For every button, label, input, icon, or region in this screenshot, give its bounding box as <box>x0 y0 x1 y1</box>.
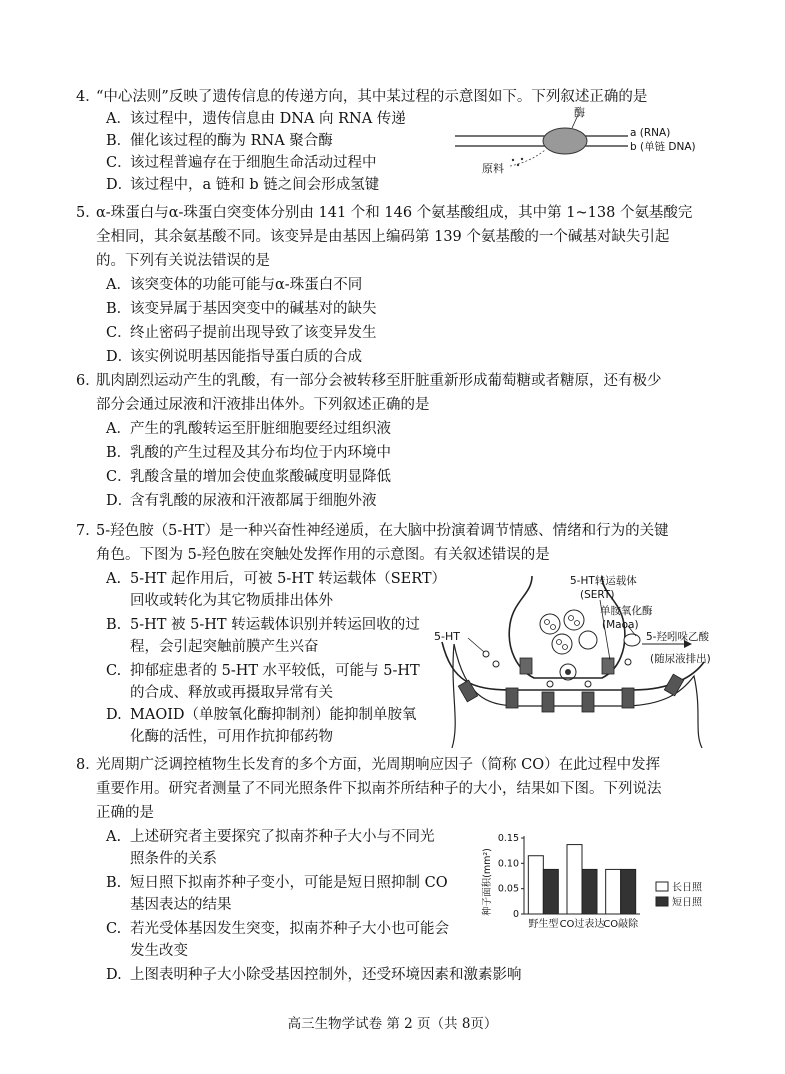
serotonin-molecule <box>493 661 499 667</box>
question-8-option-a[interactable]: A. 上述研究者主要探究了拟南芥种子大小与不同光 <box>106 829 435 845</box>
question-7-option-b[interactable]: B. 5-HT 被 5-HT 转运载体识别并转运回收的过 <box>106 617 420 633</box>
question-4-stem: 4．“中心法则”反映了遗传信息的传递方向，其中某过程的示意图如下。下列叙述正确的是 <box>76 89 648 105</box>
material-arrow <box>510 150 545 166</box>
question-5 <box>76 202 736 365</box>
sert-label: 5-HT转运载体 <box>570 575 637 587</box>
legend-label: 长日照 <box>672 882 702 894</box>
question-8-stem-line-3: 正确的是 <box>96 805 154 821</box>
vesicle-dot <box>563 645 568 650</box>
strand-a-label: a (RNA) <box>630 127 671 139</box>
question-7-option-d-line-2: 化酶的活性，可用作抗抑郁药物 <box>130 729 333 745</box>
question-8-option-c[interactable]: C. 若光受体基因发生突变，拟南芥种子大小也可能会 <box>106 921 449 937</box>
nucleotide-dot <box>512 159 514 161</box>
nucleotide-dot <box>521 158 523 160</box>
question-7-stem: 7．5-羟色胺（5-HT）是一种兴奋性神经递质，在大脑中扮演着调节情感、情绪和行为的关键 <box>76 523 669 539</box>
question-5-stem-line-3: 的。下列有关说法错误的是 <box>96 253 270 269</box>
y-tick-label: 0.10 <box>497 858 519 870</box>
receptor <box>506 688 518 708</box>
question-6-option-d[interactable]: D．含有乳酸的尿液和汗液都属于细胞外液 <box>106 493 377 509</box>
question-6-option-a[interactable]: A．产生的乳酸转运至肝脏细胞要经过组织液 <box>106 421 391 437</box>
bar-short-day <box>582 869 597 914</box>
serotonin-molecule <box>625 659 631 665</box>
legend-swatch <box>656 882 668 891</box>
question-8-option-b-line-2: 基因表达的结果 <box>130 897 232 913</box>
question-7-option-d[interactable]: D. MAOID（单胺氧化酶抑制剂）能抑制单胺氧 <box>106 707 417 723</box>
page-footer: 高三生物学试卷 第 2 页（共 8页） <box>287 1016 498 1032</box>
question-7-option-a-line-2: 回收或转化为其它物质排出体外 <box>130 593 333 609</box>
question-5-option-c[interactable]: C．终止密码子提前出现导致了该变异发生 <box>106 325 377 341</box>
bar-long-day <box>567 845 582 914</box>
y-tick-label: 0.05 <box>497 883 519 895</box>
sert-transporter <box>602 658 614 674</box>
question-5-option-b[interactable]: B．该变异属于基因突变中的碱基对的缺失 <box>106 301 377 317</box>
vesicle-dot <box>545 620 550 625</box>
question-8-option-c-line-2: 发生改变 <box>130 943 188 959</box>
question-5-stem-line-2: 全相同，其余氨基酸不同。该变异是由基因上编码第 139 个氨基酸的一个碱基对缺失引起 <box>96 229 670 245</box>
y-axis-title: 种子面积(mm²) <box>482 848 493 916</box>
vesicle <box>564 610 584 630</box>
question-5-option-a[interactable]: A．该突变体的功能可能与α-珠蛋白不同 <box>106 277 363 293</box>
synapse-diagram <box>432 572 752 750</box>
question-8-stem-line-2: 重要作用。研究者测量了不同光照条件下拟南芥所结种子的大小，结果如下图。下列说法 <box>96 781 662 797</box>
question-8-option-a-line-2: 照条件的关系 <box>130 851 217 867</box>
bar-short-day <box>543 869 558 914</box>
sert-label-abbr: (SERT) <box>580 589 615 601</box>
question-7-option-b-line-2: 程，会引起突触前膜产生兴奋 <box>130 639 319 655</box>
question-7-stem-line-2: 角色。下图为 5-羟色胺在突触处发挥作用的示意图。有关叙述错误的是 <box>96 547 550 563</box>
question-4-option-b[interactable]: B．催化该过程的酶为 RNA 聚合酶 <box>106 133 333 149</box>
question-6 <box>76 370 736 510</box>
strand-b-label: b (单链 DNA) <box>630 141 696 153</box>
question-6-stem-line-2: 部分会通过尿液和汗液排出体外。下列叙述正确的是 <box>96 397 430 413</box>
vesicle-dot <box>557 640 562 645</box>
metabolite-label: 5-羟吲哚乙酸 <box>646 631 709 643</box>
receptor <box>542 692 554 712</box>
y-tick-label: 0.15 <box>497 833 519 844</box>
material-label: 原料 <box>482 162 504 175</box>
bar-long-day <box>528 856 543 914</box>
seed-area-chart <box>474 826 742 938</box>
enzyme-shape <box>543 128 587 154</box>
legend-label: 短日照 <box>672 897 702 909</box>
release-vesicle-dot <box>565 669 571 675</box>
question-6-option-c[interactable]: C．乳酸含量的增加会使血浆酸碱度明显降低 <box>106 469 391 485</box>
chart-bars <box>528 845 635 914</box>
postsynaptic-edge <box>452 644 455 748</box>
enzyme-label: 酶 <box>574 106 585 119</box>
label-pointer-5ht <box>468 638 484 652</box>
maoa-label-abbr: (Maoa) <box>602 619 639 631</box>
vesicle-dot <box>551 625 556 630</box>
receptor <box>622 688 634 708</box>
y-tick-label: 0 <box>512 909 519 920</box>
question-4-option-a[interactable]: A．该过程中，遗传信息由 DNA 向 RNA 传递 <box>106 111 406 127</box>
x-tick-label: 野生型 <box>528 919 559 930</box>
bar-short-day <box>621 869 636 914</box>
chart-legend <box>656 882 703 909</box>
maoa-label: 单胺氧化酶 <box>600 605 653 617</box>
question-8-stem: 8．光周期广泛调控植物生长发育的多个方面，光周期响应因子（简称 CO）在此过程中发挥 <box>76 757 661 773</box>
question-4-option-c[interactable]: C．该过程普遍存在于细胞生命活动过程中 <box>106 155 377 171</box>
bar-long-day <box>606 869 621 914</box>
x-tick-label: CO敲除 <box>603 919 639 930</box>
question-8-option-d[interactable]: D. 上图表明种子大小除受基因控制外，还受环境因素和激素影响 <box>106 967 522 983</box>
question-7-option-a[interactable]: A. 5-HT 起作用后，可被 5-HT 转运载体（SERT） <box>106 571 447 587</box>
question-5-stem: 5．α-珠蛋白与α-珠蛋白突变体分别由 141 个和 146 个氨基酸组成，其中第 1~138 个氨基酸完 <box>76 205 693 221</box>
receptor <box>582 692 594 712</box>
vesicle-dot <box>569 616 574 621</box>
question-6-option-b[interactable]: B．乳酸的产生过程及其分布均位于内环境中 <box>106 445 391 461</box>
vesicle-dot <box>575 621 580 626</box>
nucleotide-dot <box>517 164 519 166</box>
sert-transporter <box>520 658 532 674</box>
receptor <box>664 674 683 696</box>
receptor <box>458 680 477 702</box>
question-5-option-d[interactable]: D．该实例说明基因能指导蛋白质的合成 <box>106 349 362 365</box>
maoa-enzyme <box>624 634 640 646</box>
serotonin-label: 5-HT <box>434 630 460 643</box>
serotonin-molecule <box>547 681 553 687</box>
x-tick-label: CO过表达 <box>559 919 605 930</box>
vesicle <box>540 614 560 634</box>
question-7-option-c-line-2: 的合成、释放或再摄取异常有关 <box>130 685 333 701</box>
vesicle <box>579 631 597 649</box>
vesicle <box>552 634 572 654</box>
metabolite-note: (随尿液排出) <box>650 653 711 665</box>
question-7-option-c[interactable]: C. 抑郁症患者的 5-HT 水平较低，可能与 5-HT <box>106 663 420 679</box>
transcription-diagram <box>450 106 740 182</box>
legend-swatch <box>656 897 668 906</box>
question-4-option-d[interactable]: D．该过程中，a 链和 b 链之间会形成氢键 <box>106 177 380 193</box>
question-6-stem: 6．肌肉剧烈运动产生的乳酸，有一部分会被转移至肝脏重新形成葡萄糖或者糖原，还有极少 <box>76 373 662 389</box>
serotonin-molecule <box>585 681 591 687</box>
question-8-option-b[interactable]: B. 短日照下拟南芥种子变小，可能是短日照抑制 CO <box>106 875 448 891</box>
